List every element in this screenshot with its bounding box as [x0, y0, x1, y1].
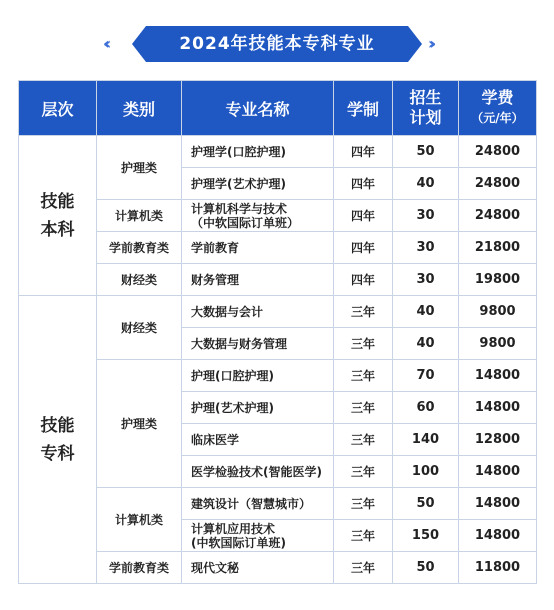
duration-cell: 四年: [334, 200, 393, 232]
plan-cell: 70: [393, 360, 459, 392]
header-fee-line2: （元/年）: [471, 111, 524, 125]
fee-cell: 11800: [459, 552, 537, 584]
major-cell: 护理(艺术护理): [182, 392, 334, 424]
major-cell: 建筑设计（智慧城市）: [182, 488, 334, 520]
duration-cell: 三年: [334, 520, 393, 552]
page-title: 2024年技能本专科专业: [179, 34, 375, 54]
plan-cell: 30: [393, 200, 459, 232]
plan-cell: 40: [393, 168, 459, 200]
major-cell: 大数据与会计: [182, 296, 334, 328]
table-row: [19, 488, 537, 520]
header-enroll-plan: [393, 81, 459, 136]
major-cell: 护理学(艺术护理): [182, 168, 334, 200]
header-level: 层次: [19, 81, 97, 136]
fee-cell: 14800: [459, 456, 537, 488]
duration-cell: 三年: [334, 488, 393, 520]
category-cell: 护理类: [97, 136, 182, 200]
level-line2: 本科: [40, 219, 75, 240]
major-cell: 护理(口腔护理): [182, 360, 334, 392]
category-cell: 学前教育类: [97, 232, 182, 264]
fee-cell: 24800: [459, 168, 537, 200]
level-line1: 技能: [40, 415, 75, 436]
category-cell: 财经类: [97, 296, 182, 360]
plan-cell: 30: [393, 264, 459, 296]
plan-cell: 50: [393, 136, 459, 168]
duration-cell: 四年: [334, 264, 393, 296]
fee-cell: 24800: [459, 136, 537, 168]
header-enroll-line1: 招生: [409, 88, 442, 107]
table-row: [19, 264, 537, 296]
plan-cell: 150: [393, 520, 459, 552]
duration-cell: 三年: [334, 328, 393, 360]
fee-cell: 24800: [459, 200, 537, 232]
fee-cell: 9800: [459, 296, 537, 328]
header-fee: [459, 81, 537, 136]
plan-cell: 60: [393, 392, 459, 424]
fee-cell: 14800: [459, 360, 537, 392]
fee-cell: 14800: [459, 520, 537, 552]
major-cell: 现代文秘: [182, 552, 334, 584]
duration-cell: 四年: [334, 168, 393, 200]
fee-cell: 14800: [459, 392, 537, 424]
major-cell: 财务管理: [182, 264, 334, 296]
header-duration: 学制: [334, 81, 393, 136]
duration-cell: 三年: [334, 424, 393, 456]
plan-cell: 40: [393, 328, 459, 360]
table-header-row: [19, 81, 537, 136]
category-cell: 财经类: [97, 264, 182, 296]
header-enroll-line2: 计划: [409, 108, 442, 127]
plan-cell: 100: [393, 456, 459, 488]
duration-cell: 三年: [334, 360, 393, 392]
category-cell: 护理类: [97, 360, 182, 488]
category-cell: 计算机类: [97, 488, 182, 552]
fee-cell: 14800: [459, 488, 537, 520]
title-banner: [0, 22, 554, 66]
major-line2: (中软国际订单班): [191, 535, 286, 550]
duration-cell: 三年: [334, 456, 393, 488]
major-cell: 学前教育: [182, 232, 334, 264]
header-fee-line1: 学费: [481, 88, 514, 107]
fee-cell: 12800: [459, 424, 537, 456]
plan-cell: 40: [393, 296, 459, 328]
table-row: [19, 296, 537, 328]
level-line2: 专科: [40, 443, 75, 464]
double-chevron-left-icon: ‹‹: [103, 34, 107, 53]
duration-cell: 三年: [334, 296, 393, 328]
major-cell: 护理学(口腔护理): [182, 136, 334, 168]
level-line1: 技能: [40, 191, 75, 212]
level-cell: [19, 296, 97, 584]
table-row: [19, 200, 537, 232]
fee-cell: 9800: [459, 328, 537, 360]
duration-cell: 三年: [334, 552, 393, 584]
category-cell: 计算机类: [97, 200, 182, 232]
table-row: [19, 360, 537, 392]
category-cell: 学前教育类: [97, 552, 182, 584]
level-cell: [19, 136, 97, 296]
major-line1: 计算机科学与技术: [191, 201, 288, 216]
table-row: [19, 232, 537, 264]
plan-cell: 140: [393, 424, 459, 456]
major-cell: [182, 200, 334, 232]
header-category: 类别: [97, 81, 182, 136]
major-cell: 临床医学: [182, 424, 334, 456]
fee-cell: 19800: [459, 264, 537, 296]
duration-cell: 四年: [334, 136, 393, 168]
duration-cell: 三年: [334, 392, 393, 424]
table-row: [19, 136, 537, 168]
major-cell: 大数据与财务管理: [182, 328, 334, 360]
table-row: [19, 552, 537, 584]
fee-cell: 21800: [459, 232, 537, 264]
plan-cell: 50: [393, 488, 459, 520]
major-line2: （中软国际订单班）: [191, 215, 300, 230]
plan-cell: 50: [393, 552, 459, 584]
header-major: 专业名称: [182, 81, 334, 136]
double-chevron-right-icon: ››: [428, 34, 432, 53]
major-cell: 医学检验技术(智能医学): [182, 456, 334, 488]
major-cell: [182, 520, 334, 552]
majors-table: [18, 80, 537, 584]
plan-cell: 30: [393, 232, 459, 264]
major-line1: 计算机应用技术: [191, 521, 276, 536]
duration-cell: 四年: [334, 232, 393, 264]
